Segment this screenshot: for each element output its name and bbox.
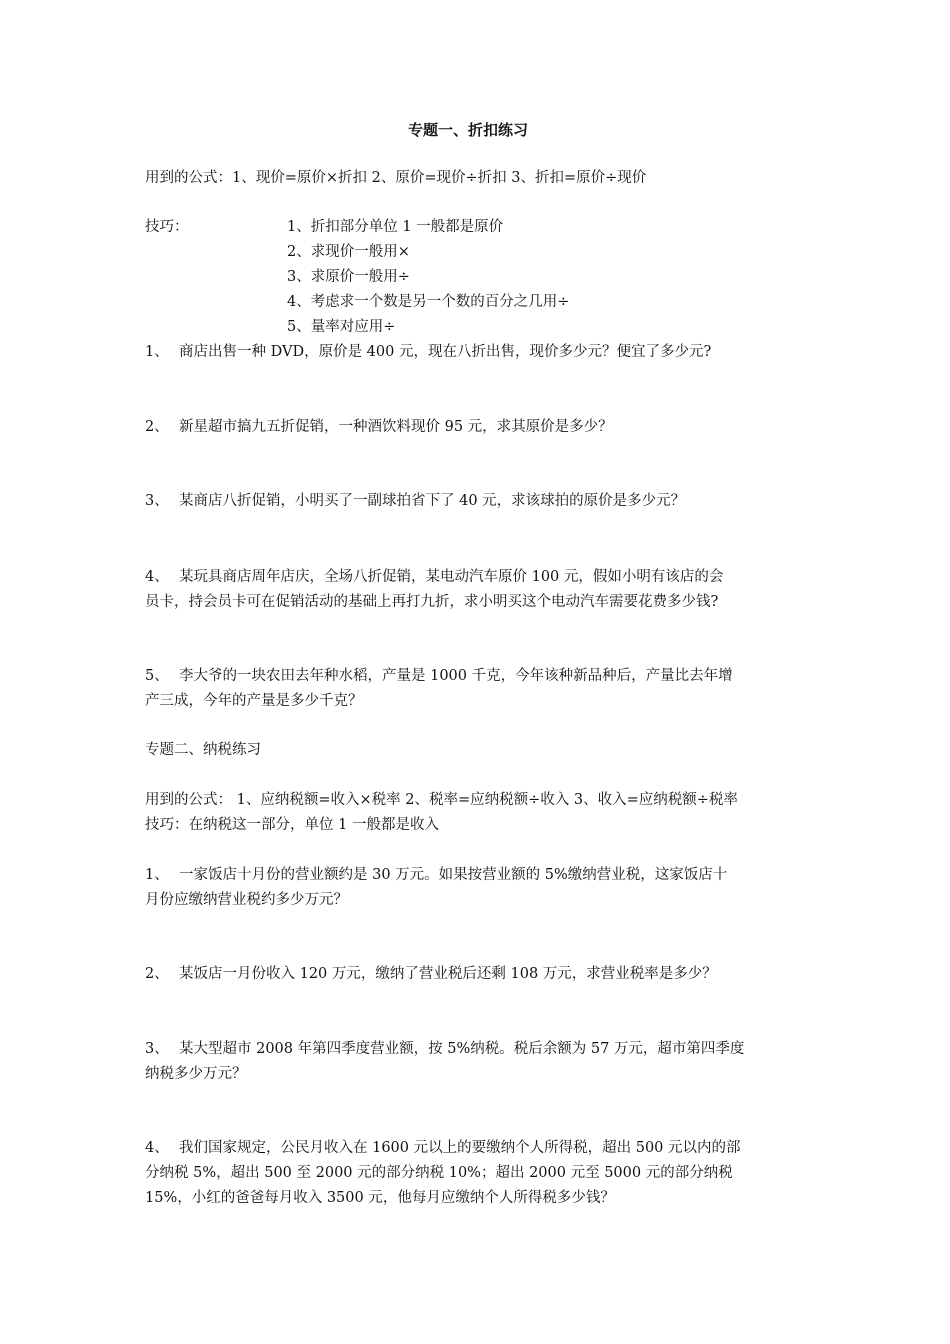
s2-q1-number: 1、 (145, 867, 169, 883)
s2-q4-number: 4、 (145, 1140, 169, 1156)
s1-q1-text: 商店出售一种 DVD，原价是 400 元，现在八折出售，现价多少元？便宜了多少元? (179, 344, 712, 360)
s1-q4-text-line1: 某玩具商店周年店庆，全场八折促销，某电动汽车原价 100 元，假如小明有该店的会 (179, 569, 724, 585)
section2-formula: 用到的公式： 1、应纳税额=收入×税率 2、税率=应纳税额÷收入 3、收入=应纳税额÷税率 (145, 792, 738, 808)
section1-tip-2: 2、求现价一般用× (287, 244, 410, 260)
s2-q1-text-line1: 一家饭店十月份的营业额约是 30 万元。如果按营业额的 5%缴纳营业税，这家饭店十 (179, 867, 728, 883)
s2-q1-text-line2: 月份应缴纳营业税约多少万元？ (145, 892, 348, 908)
s1-q3-number: 3、 (145, 493, 169, 509)
section1-title: 专题一、折扣练习 (408, 121, 529, 139)
section1-formula: 用到的公式：1、现价=原价×折扣 2、原价=现价÷折扣 3、折扣=原价÷现价 (145, 170, 647, 186)
s1-q5-number: 5、 (145, 668, 169, 684)
s1-q5-text-line2: 产三成，今年的产量是多少千克？ (145, 693, 363, 709)
s2-q4-text-line1: 我们国家规定，公民月收入在 1600 元以上的要缴纳个人所得税，超出 500 元以内的部 (179, 1140, 741, 1156)
s1-q2-number: 2、 (145, 419, 169, 435)
section1-tip-1: 1、折扣部分单位 1 一般都是原价 (287, 219, 504, 235)
s2-q3-number: 3、 (145, 1041, 169, 1057)
s2-q2-text: 某饭店一月份收入 120 万元，缴纳了营业税后还剩 108 万元，求营业税率是多少？ (179, 966, 717, 982)
s1-q3-text: 某商店八折促销，小明买了一副球拍省下了 40 元，求该球拍的原价是多少元？ (179, 493, 686, 509)
s2-q2-number: 2、 (145, 966, 169, 982)
s2-q3-text-line2: 纳税多少万元？ (145, 1066, 247, 1082)
s2-q3-text-line1: 某大型超市 2008 年第四季度营业额，按 5%纳税。税后余额为 57 万元，超市第四季度 (179, 1041, 745, 1057)
s2-q4-text-line2: 分纳税 5%，超出 500 至 2000 元的部分纳税 10%；超出 2000 元至 5000 元的部分纳税 (145, 1165, 733, 1181)
s1-q4-text-line2: 员卡，持会员卡可在促销活动的基础上再打九折，求小明买这个电动汽车需要花费多少钱? (145, 594, 719, 610)
section2-title: 专题二、纳税练习 (145, 742, 261, 758)
section1-tip-5: 5、量率对应用÷ (287, 319, 396, 335)
s1-q2-text: 新星超市搞九五折促销，一种酒饮料现价 95 元，求其原价是多少？ (179, 419, 613, 435)
section1-tip-4: 4、考虑求一个数是另一个数的百分之几用÷ (287, 294, 570, 310)
s1-q5-text-line1: 李大爷的一块农田去年种水稻，产量是 1000 千克，今年该种新品种后，产量比去年增 (179, 668, 733, 684)
s2-q4-text-line3: 15%，小红的爸爸每月收入 3500 元，他每月应缴纳个人所得税多少钱？ (145, 1190, 615, 1206)
section2-tips: 技巧：在纳税这一部分，单位 1 一般都是收入 (145, 817, 439, 833)
s1-q1-number: 1、 (145, 344, 169, 360)
section1-tips-label: 技巧： (145, 219, 189, 235)
section1-tip-3: 3、求原价一般用÷ (287, 269, 410, 285)
s1-q4-number: 4、 (145, 569, 169, 585)
